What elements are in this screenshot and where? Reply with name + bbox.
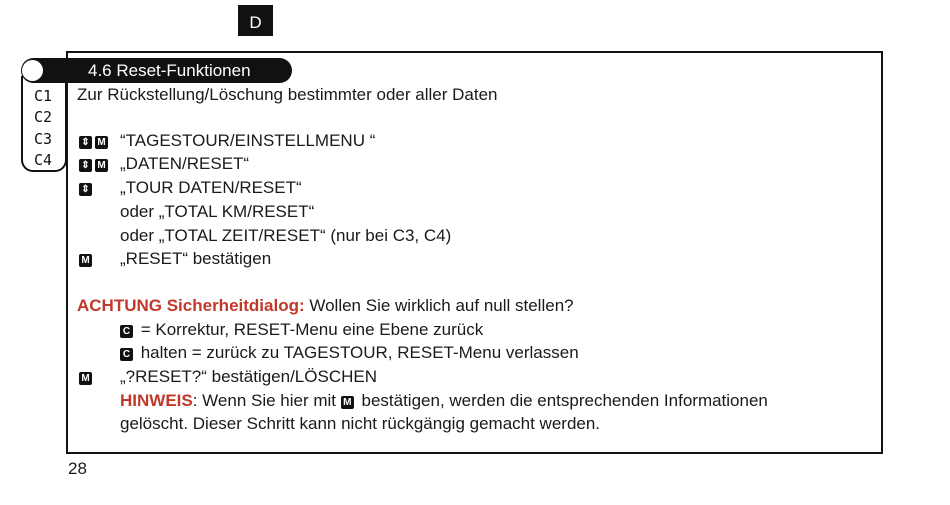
note-line-1 xyxy=(120,391,768,411)
step-text: oder „TOTAL KM/RESET“ xyxy=(120,202,315,221)
step-text: „DATEN/RESET“ xyxy=(120,154,250,173)
warning-line xyxy=(77,296,574,316)
step-1-icons xyxy=(79,131,111,151)
warning-text: Wollen Sie wirklich auf null stellen? xyxy=(304,296,574,315)
up-down-key-icon: ⇕ xyxy=(79,159,92,172)
up-down-key-icon: ⇕ xyxy=(79,183,92,196)
model-code-c1: C1 xyxy=(34,87,53,105)
step-text: “TAGESTOUR/EINSTELLMENU “ xyxy=(120,131,376,150)
confirm-icons xyxy=(79,367,95,387)
intro-text: Zur Rückstellung/Löschung bestimmter oder aller Daten xyxy=(77,85,498,104)
m-key-icon: M xyxy=(79,372,92,385)
model-code-c4: C4 xyxy=(34,151,53,169)
c-key-icon: C xyxy=(120,348,133,361)
c-key-icon: C xyxy=(120,325,133,338)
option-2-text: halten = zurück zu TAGESTOUR, RESET-Menu verlassen xyxy=(136,343,579,362)
note-text-part2: bestätigen, werden die entsprechenden Informationen xyxy=(356,391,768,410)
step-2-icons xyxy=(79,154,111,174)
warning-option-1 xyxy=(120,320,483,340)
model-code-c2: C2 xyxy=(34,108,53,126)
m-key-icon: M xyxy=(341,396,354,409)
warning-label: ACHTUNG Sicherheitdialog: xyxy=(77,296,305,315)
confirm-text: „?RESET?“ bestätigen/LÖSCHEN xyxy=(120,367,377,386)
step-6-icons xyxy=(79,249,95,269)
m-key-icon: M xyxy=(95,136,108,149)
step-text: „TOUR DATEN/RESET“ xyxy=(120,178,302,197)
language-tab: D xyxy=(238,5,273,36)
step-3-icons xyxy=(79,178,95,198)
note-text-part1: : Wenn Sie hier mit xyxy=(192,391,341,410)
warning-option-2 xyxy=(120,343,579,363)
m-key-icon: M xyxy=(79,254,92,267)
m-key-icon: M xyxy=(95,159,108,172)
page-number: 28 xyxy=(68,459,87,478)
step-text: oder „TOTAL ZEIT/RESET“ (nur bei C3, C4) xyxy=(120,226,452,245)
note-label: HINWEIS xyxy=(120,391,193,410)
model-code-c3: C3 xyxy=(34,130,53,148)
section-bullet-icon xyxy=(22,60,43,81)
note-line-2: gelöscht. Dieser Schritt kann nicht rückgängig gemacht werden. xyxy=(120,414,601,433)
up-down-key-icon: ⇕ xyxy=(79,136,92,149)
step-text: „RESET“ bestätigen xyxy=(120,249,272,268)
section-title: 4.6 Reset-Funktionen xyxy=(88,61,251,80)
option-1-text: = Korrektur, RESET-Menu eine Ebene zurück xyxy=(136,320,484,339)
